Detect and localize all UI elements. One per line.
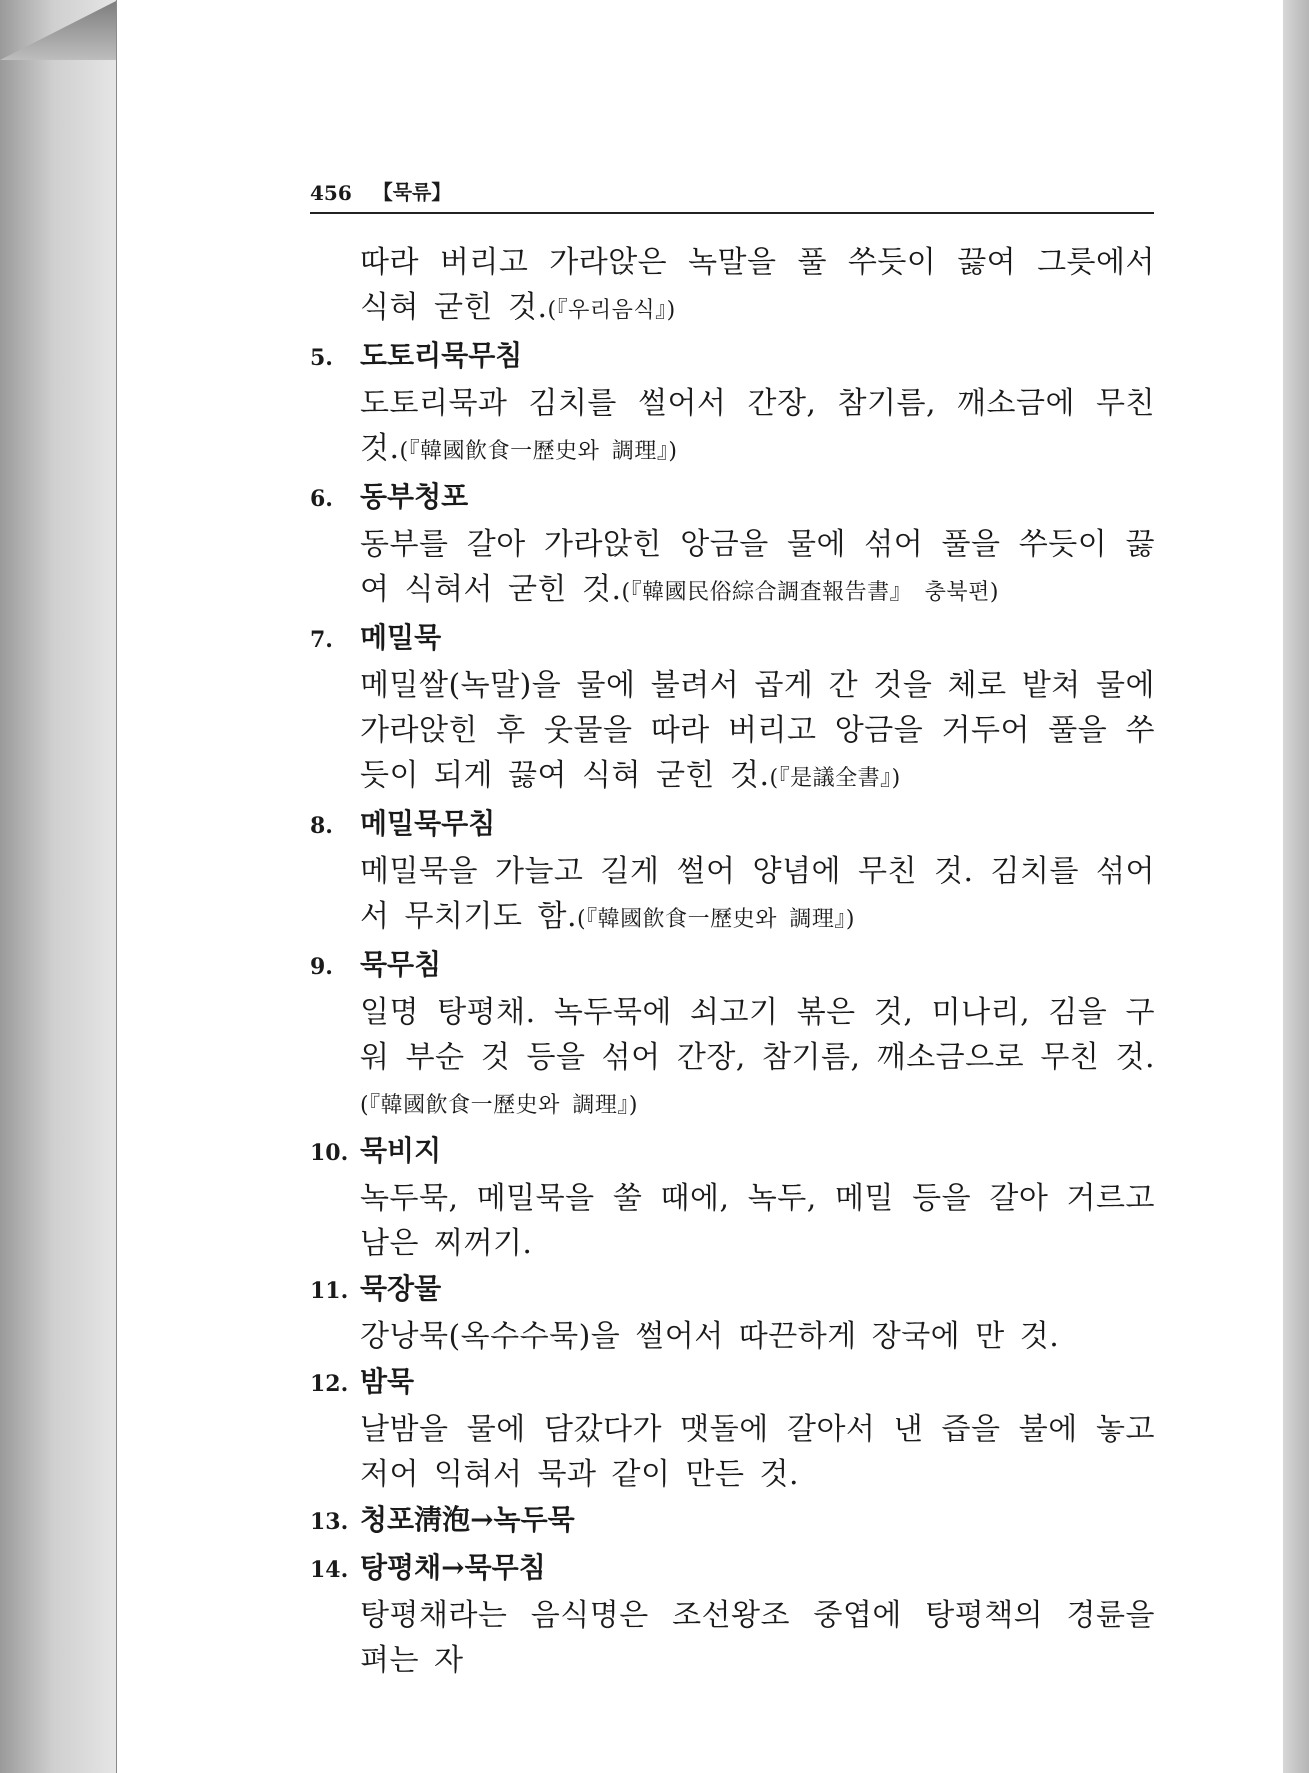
entry-name: 도토리묵무침 — [360, 339, 523, 372]
entry-body — [360, 1176, 1155, 1266]
page-content — [310, 240, 1155, 1683]
entry-title — [310, 474, 1155, 522]
entry-source: (『韓國民俗綜合調査報告書』 충북편) — [621, 580, 999, 605]
entry — [310, 333, 1155, 474]
entry-source: (『是議全書』) — [769, 766, 901, 791]
entry-text: 강낭묵(옥수수묵)을 썰어서 따끈하게 장국에 만 것. — [360, 1319, 1060, 1354]
continuation-source: (『우리음식』) — [547, 298, 676, 323]
running-header — [310, 176, 1154, 214]
entry-body — [360, 522, 1155, 615]
entry-number: 7. — [310, 627, 333, 653]
entry-name: 묵무침 — [360, 948, 442, 981]
entry-number: 6. — [310, 486, 333, 512]
entry — [310, 942, 1155, 1128]
entry-name: 청포淸泡→녹두묵 — [360, 1503, 575, 1536]
entry — [310, 801, 1155, 942]
entry-source: (『韓國飮食一歷史와 調理』) — [577, 907, 855, 932]
entry-name: 동부청포 — [360, 480, 469, 513]
continuation-paragraph — [360, 240, 1155, 333]
book-spine — [0, 0, 118, 1773]
entry-text: 메밀쌀(녹말)을 물에 불려서 곱게 간 것을 체로 밭쳐 물에 가라앉힌 후 웃물을 따라 버리고 앙금을 거두어 풀을 쑤듯이 되게 끓여 식혀 굳힌 것. — [360, 668, 1155, 793]
entry-name: 묵장물 — [360, 1272, 442, 1305]
entry — [310, 1497, 1155, 1545]
entry-body — [360, 663, 1155, 801]
entry-title — [310, 942, 1155, 990]
entry-body — [360, 381, 1155, 474]
entry-text: 일명 탕평채. 녹두묵에 쇠고기 볶은 것, 미나리, 김을 구워 부순 것 등을 섞어 간장, 참기름, 깨소금으로 무친 것. — [360, 995, 1155, 1075]
entry-name: 메밀묵 — [360, 621, 442, 654]
entry-number: 13. — [310, 1509, 349, 1535]
entry-body — [360, 990, 1155, 1128]
entry-number: 11. — [310, 1278, 349, 1304]
entry-number: 8. — [310, 813, 333, 839]
entry-body — [360, 1407, 1155, 1497]
entry-title — [310, 1128, 1155, 1176]
entry-text: 날밤을 물에 담갔다가 맷돌에 갈아서 낸 즙을 불에 놓고 저어 익혀서 묵과 같이 만든 것. — [360, 1412, 1155, 1492]
entry-body — [360, 1314, 1155, 1359]
entry-source: (『韓國飮食一歷史와 調理』) — [399, 439, 678, 464]
entry-number: 14. — [310, 1557, 349, 1583]
entry-name: 탕평채→묵무침 — [360, 1551, 546, 1584]
entry-number: 10. — [310, 1140, 349, 1166]
entry — [310, 1266, 1155, 1359]
entry-text: 녹두묵, 메밀묵을 쑬 때에, 녹두, 메밀 등을 갈아 거르고 남은 찌꺼기. — [360, 1181, 1155, 1261]
entry-text: 메밀묵을 가늘고 길게 썰어 양념에 무친 것. 김치를 섞어서 무치기도 함. — [360, 854, 1155, 934]
page-edge-shadow — [1282, 0, 1309, 1773]
continuation-text: 따라 버리고 가라앉은 녹말을 풀 쑤듯이 끓여 그릇에서 식혀 굳힌 것. — [360, 245, 1155, 325]
entry-title — [310, 615, 1155, 663]
entry-text: 탕평채라는 음식명은 조선왕조 중엽에 탕평책의 경륜을 펴는 자 — [360, 1598, 1155, 1678]
entry — [310, 1545, 1155, 1683]
entry-name: 밤묵 — [360, 1365, 415, 1398]
entry-title — [310, 1359, 1155, 1407]
entry-title — [310, 1266, 1155, 1314]
entry-source: (『韓國飮食一歷史와 調理』) — [360, 1093, 638, 1118]
entry-title — [310, 1497, 1155, 1545]
entry-text: 동부를 갈아 가라앉힌 앙금을 물에 섞어 풀을 쑤듯이 끓여 식혀서 굳힌 것. — [360, 527, 1155, 607]
entry — [310, 1359, 1155, 1497]
entry — [310, 1128, 1155, 1266]
entry-number: 12. — [310, 1371, 349, 1397]
section-title: 【묵류】 — [372, 180, 452, 204]
entry-text: 도토리묵과 김치를 썰어서 간장, 참기름, 깨소금에 무친 것. — [360, 386, 1155, 466]
entry-title — [310, 801, 1155, 849]
entry-name: 메밀묵무침 — [360, 807, 496, 840]
entry-body — [360, 1593, 1155, 1683]
entry-number: 5. — [310, 345, 333, 371]
entry-name: 묵비지 — [360, 1134, 442, 1167]
entry — [310, 615, 1155, 801]
entry — [310, 474, 1155, 615]
page-number: 456 — [310, 181, 352, 205]
entry-number: 9. — [310, 954, 333, 980]
entry-title — [310, 1545, 1155, 1593]
entry-title — [310, 333, 1155, 381]
entry-body — [360, 849, 1155, 942]
